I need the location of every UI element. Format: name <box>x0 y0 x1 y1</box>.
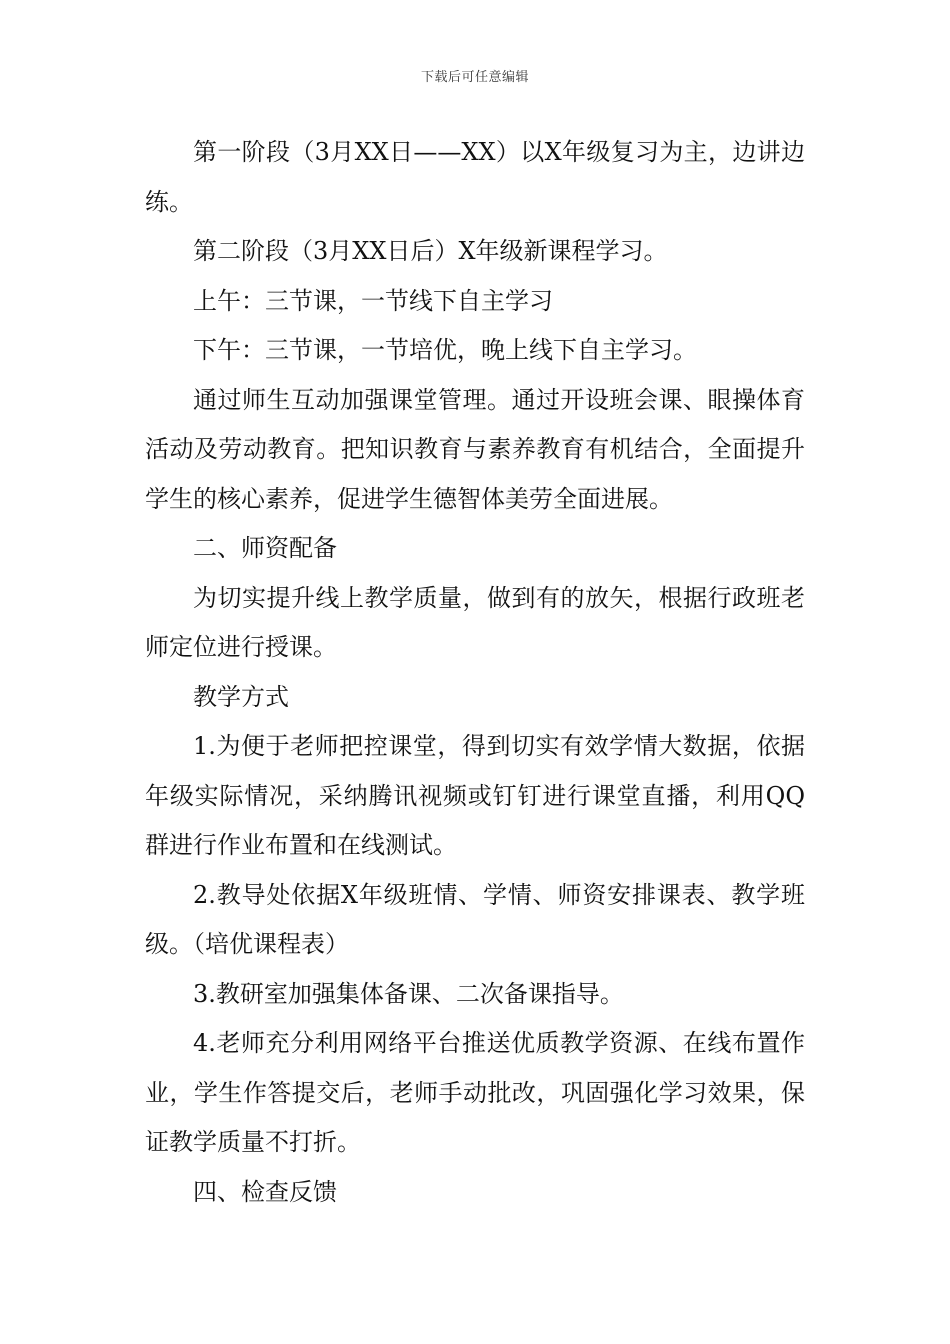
paragraph-stage-one: 第一阶段（3月XX日——XX）以X年级复习为主，边讲边练。 <box>145 138 805 216</box>
paragraph-morning: 上午：三节课，一节线下自主学习 <box>193 286 553 315</box>
heading-inspection-feedback: 四、检查反馈 <box>193 1177 337 1206</box>
list-item-2: 2.教导处依据X年级班情、学情、师资安排课表、教学班级。（培优课程表） <box>145 880 805 958</box>
paragraph-teaching-quality: 为切实提升线上教学质量，做到有的放矢，根据行政班老师定位进行授课。 <box>145 583 805 661</box>
heading-teaching-method: 教学方式 <box>193 682 289 711</box>
list-item-3: 3.教研室加强集体备课、二次备课指导。 <box>193 979 624 1008</box>
heading-teacher-allocation: 二、师资配备 <box>193 534 337 562</box>
document-body <box>145 128 805 1217</box>
paragraph-stage-two: 第二阶段（3月XX日后）X年级新课程学习。 <box>193 237 668 265</box>
download-edit-note: 下载后可任意编辑 <box>420 70 529 85</box>
list-item-1: 1.为便于老师把控课堂，得到切实有效学情大数据，依据年级实际情况，采纳腾讯视频或钉钉进行课堂直播，利用QQ群进行作业布置和在线测试。 <box>145 732 805 859</box>
paragraph-classroom-management: 通过师生互动加强课堂管理。通过开设班会课、眼操体育活动及劳动教育。把知识教育与素养教育有机结合，全面提升学生的核心素养，促进学生德智体美劳全面进展。 <box>145 385 805 513</box>
paragraph-afternoon: 下午：三节课，一节培优，晚上线下自主学习。 <box>193 336 697 364</box>
list-item-4: 4.老师充分利用网络平台推送优质教学资源、在线布置作业，学生作答提交后，老师手动批改，巩固强化学习效果，保证教学质量不打折。 <box>145 1029 805 1156</box>
